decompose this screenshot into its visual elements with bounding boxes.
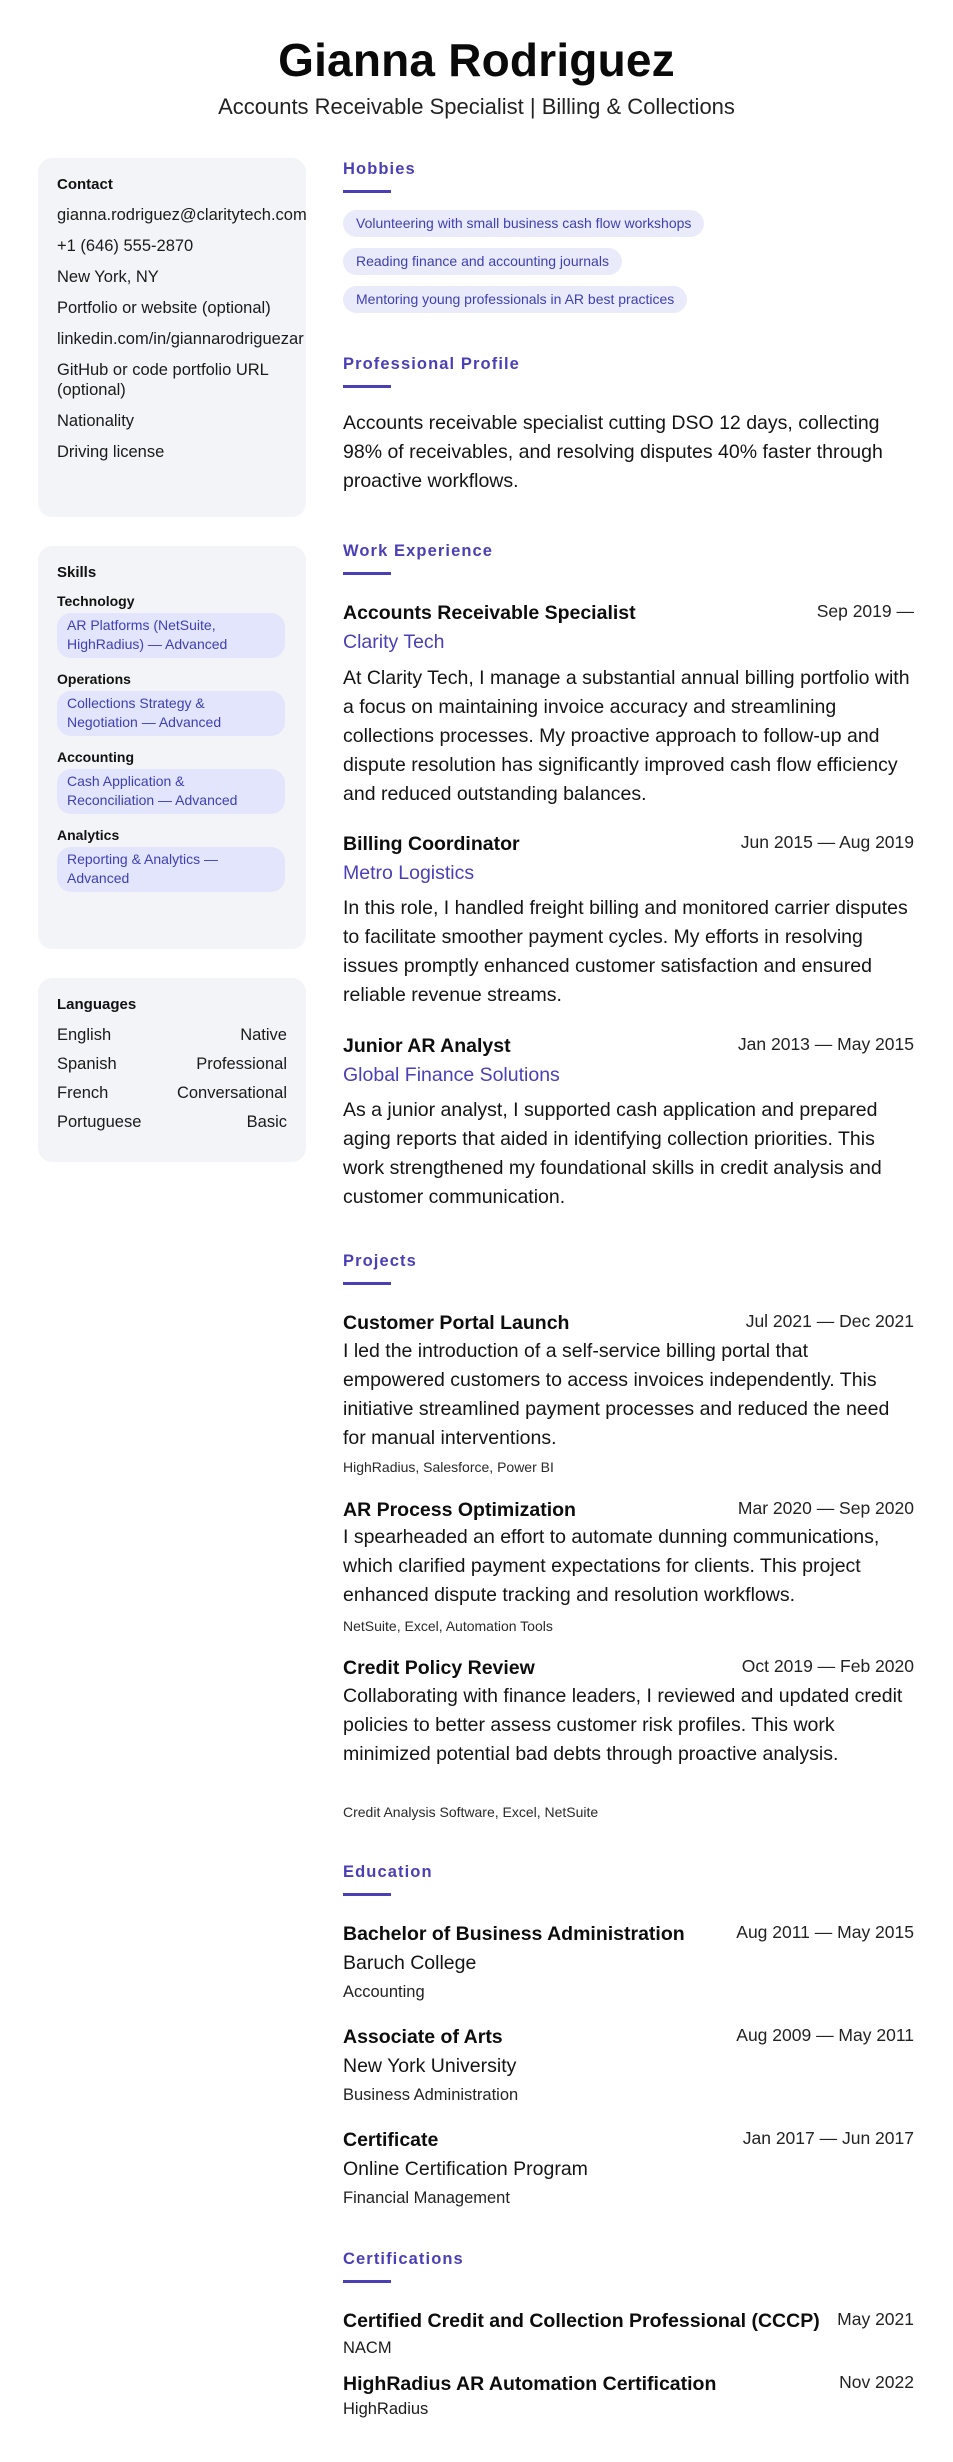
language-level: Native <box>240 1026 287 1044</box>
skill-chip: Collections Strategy & Negotiation — Advanced <box>57 691 285 736</box>
job-description: In this role, I handled freight billing and monitored carrier disputes to facilitate smoother payment cycles. My efforts in resolving issues promptly enhanced customer satisfaction and ensured reliable revenue streams. <box>343 897 908 1006</box>
contact-email[interactable]: gianna.rodriguez@claritytech.com <box>57 206 307 224</box>
school-name: Baruch College <box>343 1952 477 1974</box>
language-row <box>57 1025 287 1045</box>
job-title: Accounts Receivable Specialist <box>343 602 636 624</box>
project-tech: NetSuite, Excel, Automation Tools <box>343 1618 553 1634</box>
project-dates: Oct 2019 — Feb 2020 <box>741 1656 914 1676</box>
degree-title: Bachelor of Business Administration <box>343 1923 685 1945</box>
job-title: Junior AR Analyst <box>343 1035 511 1057</box>
school-name: New York University <box>343 2055 517 2077</box>
language-row <box>57 1112 287 1132</box>
candidate-headline: Accounts Receivable Specialist | Billing & Collections <box>218 94 735 119</box>
resume-header <box>0 30 953 122</box>
language-name: English <box>57 1026 112 1044</box>
project-description: I led the introduction of a self-service billing portal that empowered customers to access invoices independently. This initiative streamlined payment processes and reduced the need for manual interventions. <box>343 1340 890 1449</box>
project-name: Customer Portal Launch <box>343 1312 570 1334</box>
language-name: Portuguese <box>57 1113 142 1131</box>
skill-group <box>57 671 287 736</box>
certification-name: HighRadius AR Automation Certification <box>343 2373 717 2395</box>
skill-category: Analytics <box>57 827 120 843</box>
skills-title: Skills <box>57 564 97 581</box>
field-of-study: Accounting <box>343 1983 425 2001</box>
contact-card <box>38 158 306 517</box>
sidebar <box>38 158 306 1191</box>
certification-date: May 2021 <box>837 2309 914 2329</box>
project-name: Credit Policy Review <box>343 1657 535 1679</box>
projects-heading: Projects <box>343 1252 417 1270</box>
job-company: Global Finance Solutions <box>343 1064 560 1086</box>
language-row <box>57 1054 287 1074</box>
project-dates: Jul 2021 — Dec 2021 <box>745 1311 914 1331</box>
profile-summary: Accounts receivable specialist cutting DSO 12 days, collecting 98% of receivables, and resolving disputes 40% faster through proactive workflows. <box>343 412 883 492</box>
hobby-chip: Volunteering with small business cash flow workshops <box>343 210 704 237</box>
school-name: Online Certification Program <box>343 2158 588 2180</box>
certification-issuer: HighRadius <box>343 2400 429 2418</box>
contact-portfolio[interactable]: Portfolio or website (optional) <box>57 299 271 317</box>
language-name: French <box>57 1084 109 1102</box>
project-tech: HighRadius, Salesforce, Power BI <box>343 1459 554 1475</box>
skill-category: Operations <box>57 671 131 687</box>
job-dates: Jan 2013 — May 2015 <box>737 1034 914 1054</box>
degree-title: Certificate <box>343 2129 439 2151</box>
skill-category: Accounting <box>57 749 134 765</box>
skill-group <box>57 593 287 658</box>
degree-dates: Jan 2017 — Jun 2017 <box>742 2128 914 2148</box>
skill-group <box>57 827 287 892</box>
hobby-chip: Mentoring young professionals in AR best practices <box>343 286 687 313</box>
field-of-study: Financial Management <box>343 2189 510 2207</box>
job-description: At Clarity Tech, I manage a substantial annual billing portfolio with a focus on maintaining invoice accuracy and streamlining collections processes. My proactive approach to follow-up and dispute resolution has significantly improved cash flow efficiency and reduced outstanding balances. <box>343 667 910 805</box>
certification-date: Nov 2022 <box>839 2372 914 2392</box>
hobby-chip: Reading finance and accounting journals <box>343 248 622 275</box>
skill-category: Technology <box>57 593 135 609</box>
project-description: Collaborating with finance leaders, I reviewed and updated credit policies to better assess customer risk profiles. This work minimized potential bad debts through proactive analysis. <box>343 1685 903 1765</box>
language-level: Professional <box>196 1055 287 1073</box>
job-title: Billing Coordinator <box>343 833 520 855</box>
contact-github[interactable]: GitHub or code portfolio URL (optional) <box>57 361 269 399</box>
language-row <box>57 1083 287 1103</box>
languages-card <box>38 978 306 1162</box>
candidate-name: Gianna Rodriguez <box>278 34 675 86</box>
project-name: AR Process Optimization <box>343 1499 576 1521</box>
certifications-heading: Certifications <box>343 2250 464 2268</box>
skill-chip: Cash Application & Reconciliation — Advanced <box>57 769 285 814</box>
languages-title: Languages <box>57 996 137 1013</box>
contact-linkedin[interactable]: linkedin.com/in/giannarodriguezar <box>57 330 304 348</box>
experience-heading: Work Experience <box>343 542 494 560</box>
skill-group <box>57 749 287 814</box>
education-heading: Education <box>343 1863 433 1881</box>
degree-dates: Aug 2009 — May 2011 <box>736 2025 914 2045</box>
contact-driving-license: Driving license <box>57 443 165 461</box>
contact-location: New York, NY <box>57 268 159 286</box>
job-company: Metro Logistics <box>343 862 475 884</box>
job-description: As a junior analyst, I supported cash application and prepared aging reports that aided in identifying collection priorities. This work strengthened my foundational skills in credit analysis and customer communication. <box>343 1099 882 1208</box>
contact-nationality: Nationality <box>57 412 135 430</box>
degree-title: Associate of Arts <box>343 2026 503 2048</box>
degree-dates: Aug 2011 — May 2015 <box>736 1922 914 1942</box>
language-level: Basic <box>246 1113 287 1131</box>
hobbies-heading: Hobbies <box>343 160 416 178</box>
project-dates: Mar 2020 — Sep 2020 <box>737 1498 914 1518</box>
job-company: Clarity Tech <box>343 631 445 653</box>
contact-title: Contact <box>57 176 113 193</box>
language-level: Conversational <box>176 1084 287 1102</box>
certification-name: Certified Credit and Collection Professional (CCCP) <box>343 2310 820 2332</box>
skill-chip: AR Platforms (NetSuite, HighRadius) — Advanced <box>57 613 285 658</box>
skills-card <box>38 546 306 949</box>
job-dates: Jun 2015 — Aug 2019 <box>740 832 914 852</box>
skill-chip: Reporting & Analytics — Advanced <box>57 847 285 892</box>
contact-phone[interactable]: +1 (646) 555-2870 <box>57 237 194 255</box>
field-of-study: Business Administration <box>343 2086 519 2104</box>
certification-issuer: NACM <box>343 2339 392 2357</box>
project-tech: Credit Analysis Software, Excel, NetSuite <box>343 1804 599 1820</box>
project-description: I spearheaded an effort to automate dunning communications, which clarified payment expectations for clients. This project enhanced dispute tracking and resolution workflows. <box>343 1526 880 1606</box>
language-name: Spanish <box>57 1055 117 1073</box>
job-dates: Sep 2019 — <box>816 601 914 621</box>
profile-heading: Professional Profile <box>343 355 520 373</box>
